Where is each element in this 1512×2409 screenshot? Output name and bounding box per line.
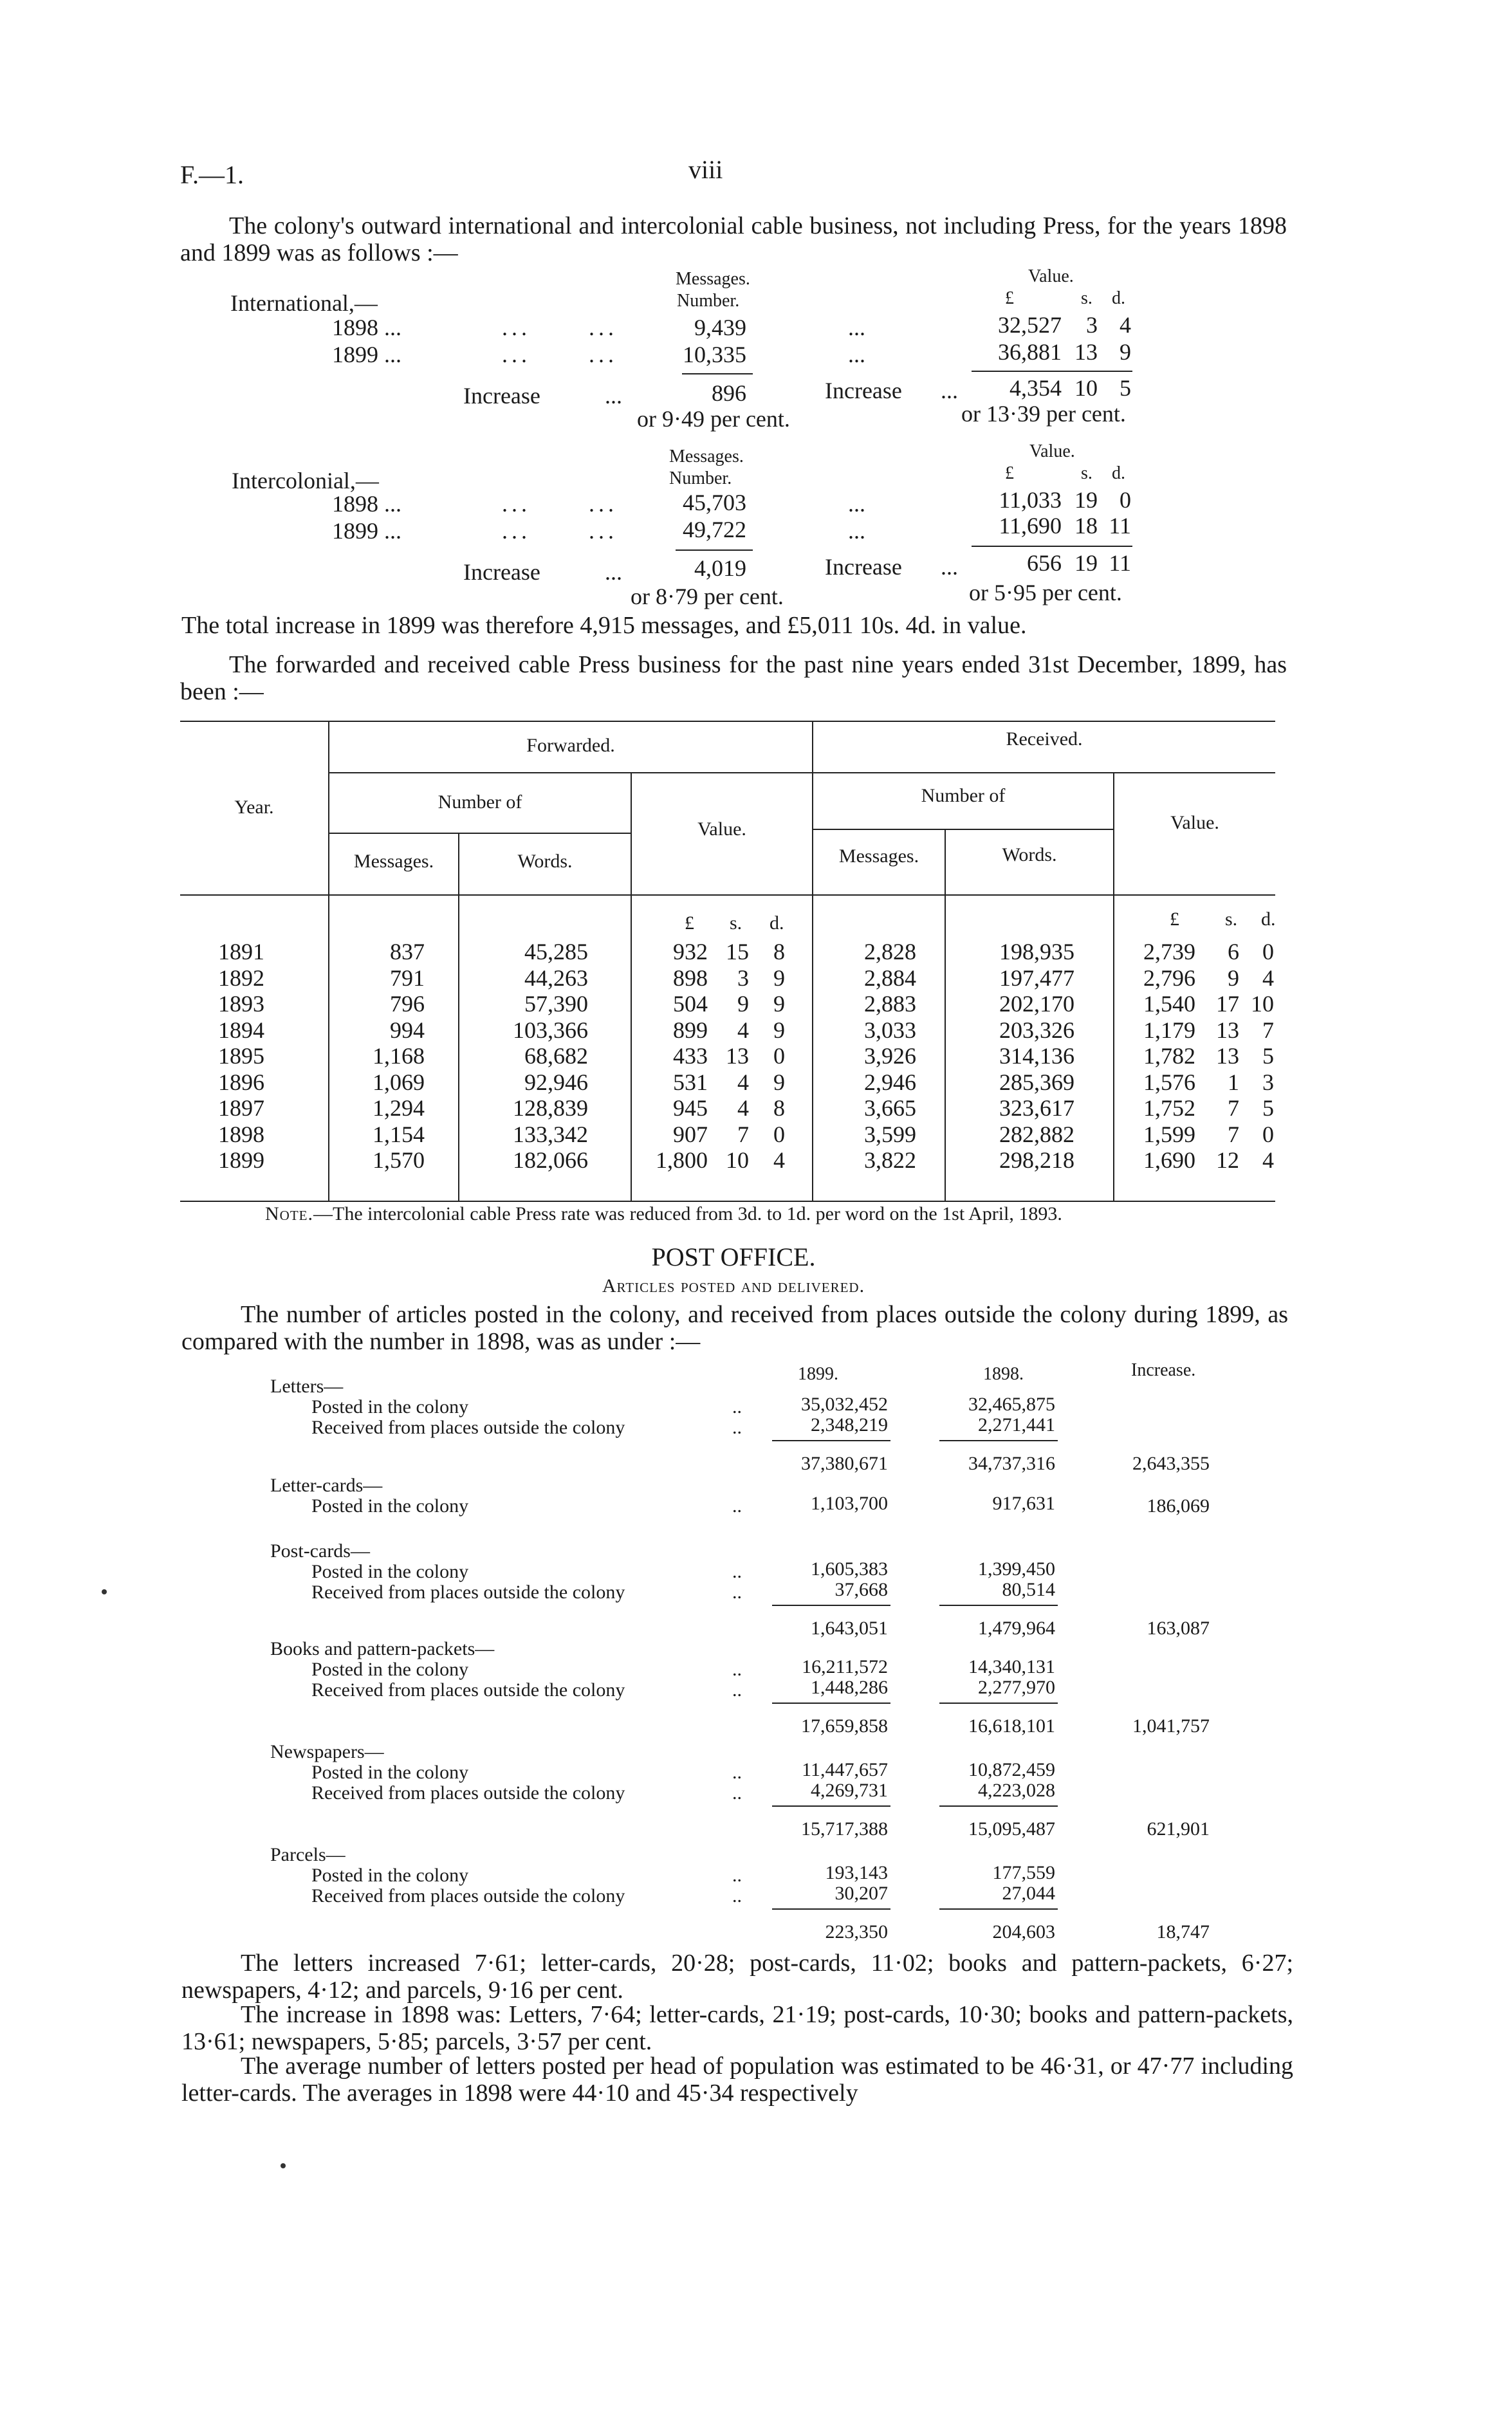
- sum-rule: [939, 1703, 1058, 1704]
- leader-dots: ... ...: [502, 342, 618, 367]
- intl-increase-messages-pct: or 9·49 per cent.: [637, 406, 790, 432]
- scan-speck: [281, 2163, 286, 2168]
- ic-increase-messages-pct: or 8·79 per cent.: [631, 584, 784, 609]
- fwd-words-heading: Words.: [517, 851, 573, 872]
- cell-rcv-pounds: 1,690: [1143, 1147, 1195, 1173]
- cell-rcv-pence: 10: [1251, 991, 1274, 1017]
- value-1899: 2,348,219: [811, 1414, 888, 1435]
- ic-increase-messages: 4,019: [694, 555, 746, 581]
- leader-dots: ..: [732, 1865, 742, 1886]
- value-1898: 80,514: [1002, 1579, 1055, 1600]
- leader-dots: ...: [848, 491, 865, 517]
- cell-year: 1895: [218, 1043, 264, 1069]
- cell-fwd-pounds: 907: [673, 1121, 708, 1147]
- intl-increase-label-2: Increase: [825, 378, 902, 403]
- leader-dots: ... ...: [502, 518, 618, 544]
- cell-fwd-pounds: 433: [673, 1043, 708, 1069]
- cell-year: 1899: [218, 1147, 264, 1173]
- row-label: Received from places outside the colony: [311, 1582, 625, 1603]
- intl-increase-label: Increase: [463, 383, 540, 409]
- table-header-rule: [180, 894, 1275, 896]
- leader-dots: ..: [732, 1679, 742, 1701]
- ic-value-pounds-1898: 11,033: [999, 487, 1062, 513]
- row-label: Posted in the colony: [311, 1561, 469, 1582]
- ic-increase-pounds: 656: [1027, 550, 1062, 576]
- value-1898: 10,872,459: [968, 1759, 1055, 1780]
- rcv-number-of-heading: Number of: [921, 785, 1006, 806]
- value-1898: 32,465,875: [968, 1394, 1055, 1415]
- pence-heading: d.: [1112, 288, 1125, 308]
- cell-fwd-messages: 1,154: [373, 1121, 425, 1147]
- ic-increase-pence: 11: [1109, 550, 1131, 576]
- fwd-value-heading: Value.: [697, 818, 746, 840]
- row-label: Posted in the colony: [311, 1495, 469, 1517]
- ic-year-1899: 1899 ...: [332, 518, 401, 544]
- value-1898: 2,277,970: [978, 1677, 1055, 1698]
- cell-rcv-pence: 0: [1262, 1121, 1274, 1147]
- cell-rcv-words: 198,935: [999, 939, 1074, 965]
- sum-rule: [972, 546, 1132, 547]
- intl-value-pence-1898: 4: [1120, 312, 1131, 338]
- sum-rule: [772, 1805, 890, 1807]
- note-label: Note.: [265, 1203, 313, 1224]
- intl-year-1898: 1898 ...: [332, 315, 401, 340]
- cell-fwd-words: 44,263: [524, 965, 588, 991]
- ic-value-shillings-1898: 19: [1074, 487, 1098, 513]
- cell-fwd-pounds: 945: [673, 1095, 708, 1121]
- cell-fwd-messages: 796: [390, 991, 425, 1017]
- cell-rcv-pounds: 1,599: [1143, 1121, 1195, 1147]
- cell-fwd-words: 57,390: [524, 991, 588, 1017]
- cell-rcv-shillings: 12: [1216, 1147, 1239, 1173]
- cell-fwd-pence: 8: [773, 1095, 785, 1121]
- cell-rcv-pounds: 1,752: [1143, 1095, 1195, 1121]
- value-1899: 16,211,572: [802, 1656, 888, 1677]
- cell-rcv-shillings: 9: [1228, 965, 1239, 991]
- intl-increase-value-pct: or 13·39 per cent.: [961, 401, 1126, 427]
- page-code: F.—1.: [180, 160, 244, 189]
- intl-value-pounds-1898: 32,527: [998, 312, 1062, 338]
- cell-year: 1897: [218, 1095, 264, 1121]
- cell-rcv-shillings: 7: [1228, 1095, 1239, 1121]
- col-received-heading: Received.: [1006, 728, 1083, 750]
- cell-fwd-words: 45,285: [524, 939, 588, 965]
- cell-fwd-words: 68,682: [524, 1043, 588, 1069]
- cell-fwd-shillings: 15: [726, 939, 749, 965]
- intl-value-shillings-1899: 13: [1074, 339, 1098, 365]
- sum-rule: [939, 1440, 1058, 1441]
- value-heading: Value.: [1029, 441, 1075, 461]
- leader-dots: ..: [732, 1659, 742, 1680]
- cell-rcv-pence: 5: [1262, 1095, 1274, 1121]
- ic-value-pence-1899: 11: [1109, 513, 1131, 539]
- ic-increase-label: Increase: [463, 559, 540, 585]
- value-1899: 193,143: [825, 1862, 888, 1883]
- sum-rule: [939, 1805, 1058, 1807]
- cell-rcv-messages: 3,599: [864, 1121, 916, 1147]
- cell-fwd-words: 128,839: [513, 1095, 588, 1121]
- cell-rcv-pence: 4: [1262, 1147, 1274, 1173]
- intl-value-pounds-1899: 36,881: [998, 339, 1062, 365]
- total-1899: 17,659,858: [801, 1715, 888, 1737]
- fwd-pence-heading: d.: [770, 912, 784, 934]
- messages-heading: Messages.: [669, 447, 744, 466]
- leader-dots: ...: [848, 518, 865, 544]
- sum-rule: [972, 371, 1132, 372]
- intl-increase-pence: 5: [1120, 375, 1131, 401]
- total-1899: 37,380,671: [801, 1453, 888, 1474]
- row-label: Posted in the colony: [311, 1865, 469, 1886]
- press-note: [265, 1203, 1062, 1225]
- value-1899: 4,269,731: [811, 1780, 888, 1801]
- total-1899: 223,350: [825, 1921, 888, 1943]
- leader-dots: ...: [941, 554, 958, 580]
- cell-fwd-pence: 0: [773, 1121, 785, 1147]
- cell-fwd-pounds: 1,800: [656, 1147, 708, 1173]
- cell-fwd-pounds: 898: [673, 965, 708, 991]
- sum-rule: [682, 373, 753, 374]
- cell-rcv-messages: 2,946: [864, 1069, 916, 1095]
- para-averages: The average number of letters posted per head of population was estimated to be 46·31, or 47·77 including letter-cards. The averages in 1898 were 44·10 and 45·34 respectively: [181, 2053, 1293, 2107]
- cell-fwd-pounds: 899: [673, 1017, 708, 1043]
- cell-fwd-shillings: 10: [726, 1147, 749, 1173]
- cell-rcv-shillings: 1: [1228, 1069, 1239, 1095]
- fwd-number-of-heading: Number of: [438, 791, 522, 813]
- increase-value: 18,747: [1156, 1921, 1210, 1943]
- total-1898: 16,618,101: [968, 1715, 1055, 1737]
- intl-year-1899: 1899 ...: [332, 342, 401, 367]
- leader-dots: ..: [732, 1417, 742, 1438]
- col-forwarded-heading: Forwarded.: [526, 735, 615, 756]
- cell-rcv-messages: 3,822: [864, 1147, 916, 1173]
- cell-rcv-words: 323,617: [999, 1095, 1074, 1121]
- cell-rcv-pounds: 1,782: [1143, 1043, 1195, 1069]
- cell-rcv-words: 203,326: [999, 1017, 1074, 1043]
- cell-rcv-messages: 3,926: [864, 1043, 916, 1069]
- group-label: Letter-cards—: [270, 1475, 383, 1496]
- row-label: Posted in the colony: [311, 1659, 469, 1680]
- cell-rcv-messages: 3,033: [864, 1017, 916, 1043]
- col-increase-heading: Increase.: [1131, 1360, 1196, 1380]
- shilling-heading: s.: [1081, 463, 1093, 483]
- table-bottom-rule: [180, 1201, 1275, 1202]
- cell-fwd-pence: 9: [773, 965, 785, 991]
- value-1899: 35,032,452: [801, 1394, 888, 1415]
- cell-rcv-shillings: 6: [1228, 939, 1239, 965]
- value-1898: 177,559: [992, 1862, 1055, 1883]
- sum-rule: [772, 1703, 890, 1704]
- sum-rule: [939, 1605, 1058, 1606]
- cell-fwd-shillings: 4: [737, 1069, 749, 1095]
- cell-year: 1893: [218, 991, 264, 1017]
- leader-dots: ...: [605, 383, 622, 409]
- cell-fwd-messages: 837: [390, 939, 425, 965]
- cell-rcv-pence: 3: [1262, 1069, 1274, 1095]
- ic-increase-shillings: 19: [1074, 550, 1098, 576]
- value-1899: 1,103,700: [811, 1493, 888, 1514]
- total-1899: 15,717,388: [801, 1818, 888, 1840]
- pound-heading: £: [1005, 288, 1014, 308]
- cell-fwd-pounds: 932: [673, 939, 708, 965]
- row-label: Posted in the colony: [311, 1396, 469, 1417]
- row-label: Received from places outside the colony: [311, 1782, 625, 1804]
- value-1899: 11,447,657: [802, 1759, 888, 1780]
- subheader-rule: [329, 772, 1275, 773]
- cell-fwd-messages: 1,570: [373, 1147, 425, 1173]
- ic-increase-label-2: Increase: [825, 554, 902, 580]
- cell-fwd-pence: 4: [773, 1147, 785, 1173]
- cell-fwd-messages: 791: [390, 965, 425, 991]
- pound-heading: £: [1005, 463, 1014, 483]
- cell-fwd-pence: 8: [773, 939, 785, 965]
- rcv-pence-heading: d.: [1261, 909, 1276, 930]
- cell-fwd-pence: 9: [773, 1017, 785, 1043]
- shilling-heading: s.: [1081, 288, 1093, 308]
- sum-rule: [676, 549, 753, 551]
- intercolonial-label: Intercolonial,—: [232, 468, 379, 494]
- value-1898: 917,631: [992, 1493, 1055, 1514]
- col-1899-heading: 1899.: [798, 1364, 838, 1384]
- intl-messages-1899: 10,335: [683, 342, 746, 367]
- cell-rcv-messages: 2,883: [864, 991, 916, 1017]
- leader-dots: ..: [732, 1396, 742, 1417]
- leader-dots: ...: [941, 378, 958, 403]
- leader-dots: ...: [848, 315, 865, 340]
- sum-rule: [772, 1908, 890, 1910]
- post-intro: The number of articles posted in the colony, and received from places outside the colony during 1899, as compared with the number in 1898, was as under :—: [181, 1301, 1288, 1355]
- cell-rcv-pounds: 2,739: [1143, 939, 1195, 965]
- group-label: Books and pattern-packets—: [270, 1638, 495, 1659]
- cell-rcv-pence: 0: [1262, 939, 1274, 965]
- cell-fwd-words: 92,946: [524, 1069, 588, 1095]
- value-1899: 1,448,286: [811, 1677, 888, 1698]
- cell-year: 1891: [218, 939, 264, 965]
- intl-increase-shillings: 10: [1074, 375, 1098, 401]
- row-label: Received from places outside the colony: [311, 1679, 625, 1701]
- increase-value: 186,069: [1147, 1495, 1210, 1517]
- messages-heading: Messages.: [676, 269, 750, 289]
- value-1898: 1,399,450: [978, 1558, 1055, 1580]
- increase-value: 163,087: [1147, 1618, 1210, 1639]
- cell-year: 1892: [218, 965, 264, 991]
- cell-rcv-messages: 2,884: [864, 965, 916, 991]
- cell-fwd-words: 182,066: [513, 1147, 588, 1173]
- value-1898: 27,044: [1002, 1883, 1055, 1904]
- fwd-messages-heading: Messages.: [353, 851, 434, 872]
- value-1899: 1,605,383: [811, 1558, 888, 1580]
- col-year-heading: Year.: [234, 797, 274, 818]
- leader-dots: ..: [732, 1495, 742, 1517]
- rcv-pound-heading: £: [1170, 909, 1179, 930]
- note-text: —The intercolonial cable Press rate was reduced from 3d. to 1d. per word on the 1st April, 1893.: [313, 1203, 1062, 1224]
- total-1898: 204,603: [992, 1921, 1055, 1943]
- number-heading: Number.: [669, 468, 732, 488]
- cell-rcv-words: 202,170: [999, 991, 1074, 1017]
- cell-rcv-pence: 5: [1262, 1043, 1274, 1069]
- cell-fwd-shillings: 4: [737, 1095, 749, 1121]
- cell-rcv-shillings: 13: [1216, 1043, 1239, 1069]
- value-1898: 14,340,131: [968, 1656, 1055, 1677]
- col-1898-heading: 1898.: [983, 1364, 1024, 1384]
- cell-fwd-words: 103,366: [513, 1017, 588, 1043]
- cell-rcv-pounds: 1,540: [1143, 991, 1195, 1017]
- number-heading: Number.: [677, 291, 740, 311]
- cell-fwd-words: 133,342: [513, 1121, 588, 1147]
- cell-fwd-shillings: 3: [737, 965, 749, 991]
- intl-messages-1898: 9,439: [694, 315, 746, 340]
- total-1898: 34,737,316: [968, 1453, 1055, 1474]
- ic-increase-value-pct: or 5·95 per cent.: [969, 580, 1122, 605]
- value-heading: Value.: [1028, 266, 1074, 286]
- cell-fwd-messages: 1,168: [373, 1043, 425, 1069]
- leader-dots: ..: [732, 1782, 742, 1804]
- cable-total-increase: The total increase in 1899 was therefore 4,915 messages, and £5,011 10s. 4d. in value.: [181, 612, 1027, 639]
- fwd-shilling-heading: s.: [730, 912, 742, 934]
- post-office-subtitle: Articles posted and delivered.: [602, 1275, 865, 1297]
- ic-value-shillings-1899: 18: [1074, 513, 1098, 539]
- cell-rcv-shillings: 17: [1216, 991, 1239, 1017]
- intl-value-shillings-1898: 3: [1086, 312, 1098, 338]
- intl-increase-pounds: 4,354: [1010, 375, 1062, 401]
- row-label: Received from places outside the colony: [311, 1417, 625, 1438]
- value-1898: 4,223,028: [978, 1780, 1055, 1801]
- subheader-rule: [813, 829, 1113, 830]
- cell-rcv-shillings: 13: [1216, 1017, 1239, 1043]
- leader-dots: ... ...: [502, 315, 618, 340]
- value-1898: 2,271,441: [978, 1414, 1055, 1435]
- cell-rcv-pence: 7: [1262, 1017, 1274, 1043]
- cell-rcv-messages: 3,665: [864, 1095, 916, 1121]
- rcv-shilling-heading: s.: [1225, 909, 1238, 930]
- leader-dots: ...: [605, 559, 622, 585]
- post-office-title: POST OFFICE.: [651, 1242, 816, 1271]
- cell-rcv-words: 197,477: [999, 965, 1074, 991]
- leader-dots: ..: [732, 1582, 742, 1603]
- ic-value-pounds-1899: 11,690: [999, 513, 1062, 539]
- row-label: Posted in the colony: [311, 1762, 469, 1783]
- group-label: Newspapers—: [270, 1741, 384, 1762]
- rcv-value-heading: Value.: [1170, 812, 1219, 833]
- cell-year: 1894: [218, 1017, 264, 1043]
- group-label: Parcels—: [270, 1844, 346, 1865]
- ic-messages-1899: 49,722: [683, 517, 746, 542]
- para-increase-1899: The letters increased 7·61; letter-cards, 20·28; post-cards, 11·02; books and pattern-packets, 6·27; newspapers, 4·12; and parcels, 9·16 per cent.: [181, 1950, 1293, 2004]
- ic-messages-1898: 45,703: [683, 490, 746, 515]
- table-top-rule: [180, 721, 1275, 722]
- cell-fwd-shillings: 7: [737, 1121, 749, 1147]
- cell-fwd-pounds: 531: [673, 1069, 708, 1095]
- increase-value: 621,901: [1147, 1818, 1210, 1840]
- ic-value-pence-1898: 0: [1120, 487, 1131, 513]
- cell-fwd-shillings: 13: [726, 1043, 749, 1069]
- total-1898: 1,479,964: [978, 1618, 1055, 1639]
- sum-rule: [772, 1440, 890, 1441]
- value-1899: 37,668: [834, 1579, 888, 1600]
- total-1898: 15,095,487: [968, 1818, 1055, 1840]
- cell-rcv-pounds: 1,179: [1143, 1017, 1195, 1043]
- subheader-rule: [329, 833, 631, 834]
- total-1899: 1,643,051: [811, 1618, 888, 1639]
- fwd-pound-heading: £: [685, 912, 694, 934]
- ic-year-1898: 1898 ...: [332, 491, 401, 517]
- cell-year: 1898: [218, 1121, 264, 1147]
- value-1899: 30,207: [834, 1883, 888, 1904]
- cell-fwd-messages: 1,294: [373, 1095, 425, 1121]
- intl-value-pence-1899: 9: [1120, 339, 1131, 365]
- cell-fwd-shillings: 9: [737, 991, 749, 1017]
- cell-rcv-words: 285,369: [999, 1069, 1074, 1095]
- cell-rcv-pence: 4: [1262, 965, 1274, 991]
- scan-speck: [102, 1589, 107, 1594]
- cell-rcv-pounds: 1,576: [1143, 1069, 1195, 1095]
- cell-rcv-words: 298,218: [999, 1147, 1074, 1173]
- leader-dots: ..: [732, 1885, 742, 1906]
- cell-fwd-shillings: 4: [737, 1017, 749, 1043]
- cell-rcv-words: 282,882: [999, 1121, 1074, 1147]
- cell-fwd-pence: 9: [773, 1069, 785, 1095]
- cell-rcv-words: 314,136: [999, 1043, 1074, 1069]
- cell-fwd-pence: 0: [773, 1043, 785, 1069]
- rcv-messages-heading: Messages.: [838, 845, 919, 867]
- cell-fwd-messages: 994: [390, 1017, 425, 1043]
- group-label: Post-cards—: [270, 1540, 370, 1562]
- leader-dots: ... ...: [502, 491, 618, 517]
- leader-dots: ...: [848, 342, 865, 367]
- page-number: viii: [688, 155, 723, 184]
- sum-rule: [772, 1605, 890, 1606]
- cell-rcv-shillings: 7: [1228, 1121, 1239, 1147]
- increase-value: 1,041,757: [1132, 1715, 1210, 1737]
- para-increase-1898: The increase in 1898 was: Letters, 7·64; letter-cards, 21·19; post-cards, 10·30; books and pattern-packets, 13·61; newspapers, 5·85; parcels, 3·57 per cent.: [181, 2001, 1293, 2055]
- sum-rule: [939, 1908, 1058, 1910]
- cell-rcv-messages: 2,828: [864, 939, 916, 965]
- cell-rcv-pounds: 2,796: [1143, 965, 1195, 991]
- cable-intro: The colony's outward international and intercolonial cable business, not including Press, for the years 1898 and 1899 was as follows :—: [180, 212, 1287, 266]
- row-label: Received from places outside the colony: [311, 1885, 625, 1906]
- cell-fwd-messages: 1,069: [373, 1069, 425, 1095]
- group-label: Letters—: [270, 1376, 344, 1397]
- cell-fwd-pounds: 504: [673, 991, 708, 1017]
- cell-fwd-pence: 9: [773, 991, 785, 1017]
- intl-increase-messages: 896: [712, 380, 746, 406]
- leader-dots: ..: [732, 1561, 742, 1582]
- increase-value: 2,643,355: [1132, 1453, 1210, 1474]
- international-label: International,—: [230, 290, 378, 316]
- press-intro: The forwarded and received cable Press business for the past nine years ended 31st December, 1899, has been :—: [180, 651, 1287, 705]
- cell-year: 1896: [218, 1069, 264, 1095]
- rcv-words-heading: Words.: [1002, 844, 1057, 865]
- pence-heading: d.: [1112, 463, 1125, 483]
- leader-dots: ..: [732, 1762, 742, 1783]
